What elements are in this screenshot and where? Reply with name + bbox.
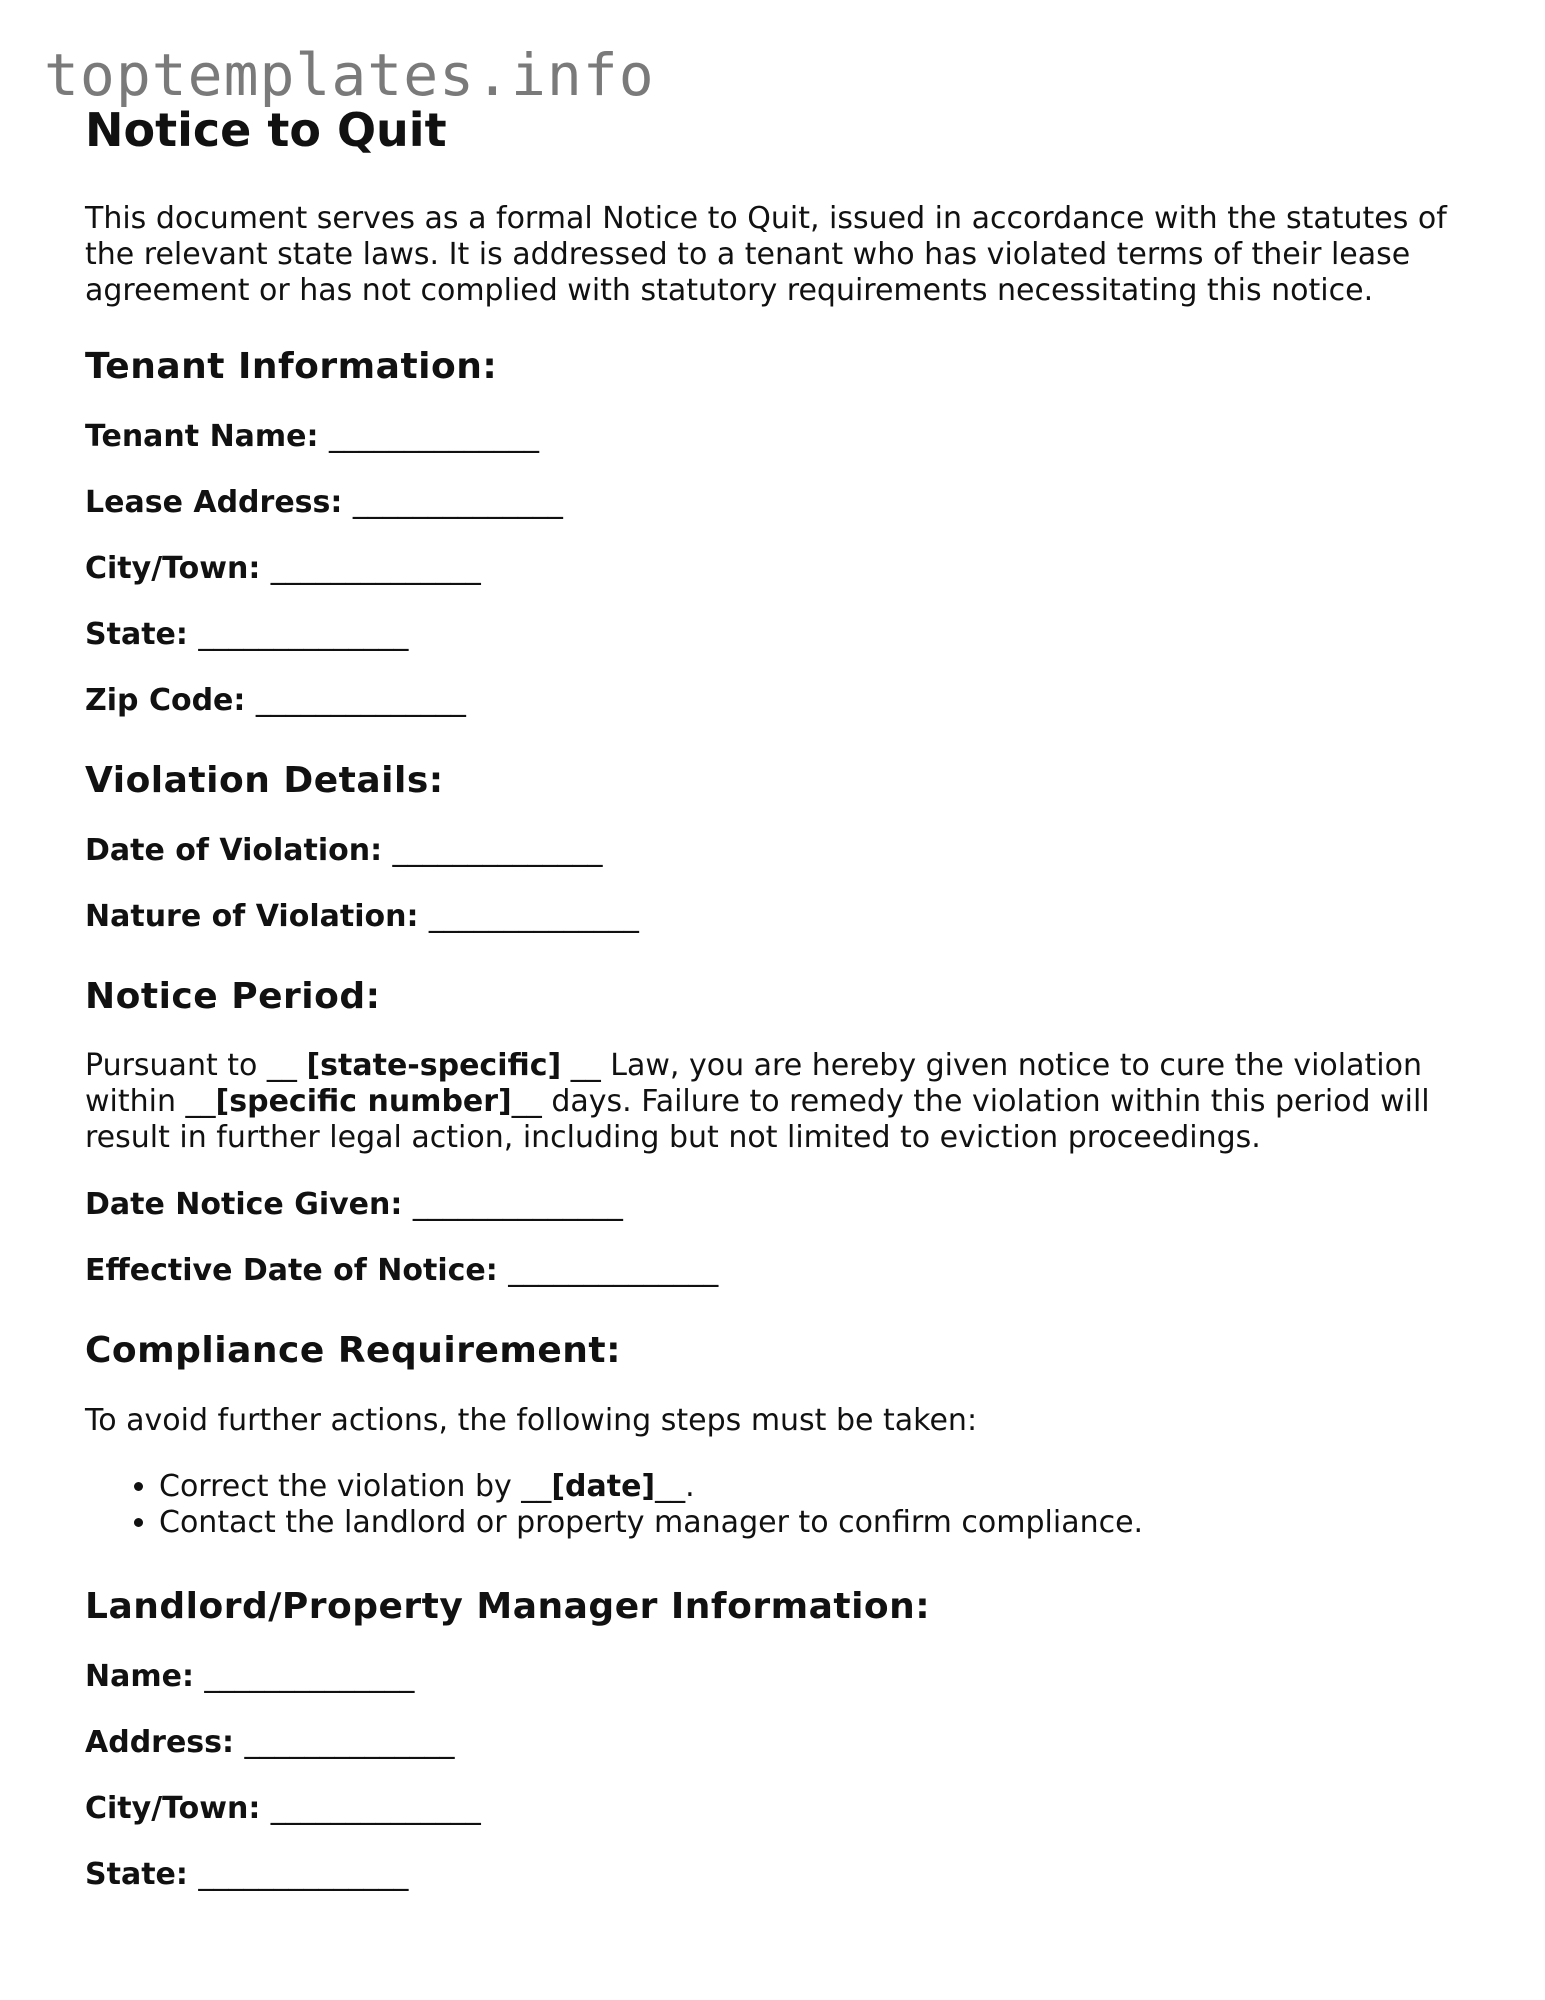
compliance-intro: To avoid further actions, the following steps must be taken:: [85, 1402, 978, 1438]
date-notice-given-field[interactable]: [85, 1186, 1485, 1223]
tenant-heading: Tenant Information:: [85, 345, 498, 387]
list-item: • Contact the landlord or property manager to confirm compliance.: [159, 1505, 1485, 1541]
notice-text-3: __ days. Failure to remedy the violation within this period will result in further legal action, including but not limited to eviction proceedings.: [85, 1084, 1430, 1156]
notice-period-paragraph: [85, 1048, 1485, 1156]
tenant-state-field[interactable]: [85, 616, 1485, 653]
effective-date-label: Effective Date of Notice:: [85, 1253, 498, 1289]
landlord-state-blank[interactable]: ______________: [198, 1856, 409, 1892]
landlord-city-label: City/Town:: [85, 1790, 261, 1826]
lease-address-field[interactable]: [85, 484, 1485, 521]
violation-date-label: Date of Violation:: [85, 833, 383, 869]
violation-date-blank[interactable]: ______________: [392, 833, 603, 869]
notice-text-1: Pursuant to __: [85, 1048, 307, 1084]
tenant-zip-field[interactable]: [85, 682, 1485, 719]
tenant-city-label: City/Town:: [85, 551, 261, 587]
compliance-item-1-pre: Correct the violation by __: [159, 1468, 552, 1504]
landlord-address-label: Address:: [85, 1724, 235, 1760]
specific-number-placeholder: [specific number]: [215, 1084, 512, 1120]
date-placeholder: [date]: [551, 1468, 656, 1504]
violation-nature-field[interactable]: [85, 898, 1485, 935]
lease-address-blank[interactable]: ______________: [352, 485, 563, 521]
document-page: [85, 104, 1485, 1922]
tenant-state-label: State:: [85, 617, 188, 653]
intro-paragraph: This document serves as a formal Notice to Quit, issued in accordance with the statutes of the relevant state laws. It is addressed to a tenant who has violated terms of their lease agreement or has not complied with statutory requirements necessitating this notice.: [85, 200, 1447, 308]
date-notice-given-blank[interactable]: ______________: [412, 1187, 623, 1223]
page-title: Notice to Quit: [85, 103, 447, 157]
landlord-city-field[interactable]: [85, 1790, 1485, 1827]
tenant-name-blank[interactable]: ______________: [328, 419, 539, 455]
landlord-state-field[interactable]: [85, 1856, 1485, 1893]
tenant-city-blank[interactable]: ______________: [270, 551, 481, 587]
landlord-city-blank[interactable]: ______________: [270, 1790, 481, 1826]
tenant-zip-label: Zip Code:: [85, 683, 246, 719]
tenant-zip-blank[interactable]: ______________: [255, 683, 466, 719]
tenant-name-field[interactable]: [85, 418, 1485, 455]
compliance-item-1-post: __.: [655, 1468, 695, 1504]
date-notice-given-label: Date Notice Given:: [85, 1187, 403, 1223]
violation-nature-blank[interactable]: ______________: [428, 899, 639, 935]
notice-period-heading: Notice Period:: [85, 976, 381, 1018]
compliance-steps-list: [85, 1469, 1485, 1541]
effective-date-blank[interactable]: ______________: [508, 1253, 719, 1289]
violation-date-field[interactable]: [85, 832, 1485, 869]
landlord-address-blank[interactable]: ______________: [244, 1724, 455, 1760]
state-specific-placeholder: [state-specific]: [306, 1048, 562, 1084]
notice-text-2: __ Law, you are hereby given notice to cure the violation within __: [85, 1048, 1422, 1120]
landlord-state-label: State:: [85, 1856, 188, 1892]
compliance-heading: Compliance Requirement:: [85, 1330, 622, 1372]
tenant-name-label: Tenant Name:: [85, 419, 319, 455]
violation-nature-label: Nature of Violation:: [85, 899, 419, 935]
landlord-name-blank[interactable]: ______________: [204, 1658, 415, 1694]
landlord-name-label: Name:: [85, 1658, 194, 1694]
tenant-state-blank[interactable]: ______________: [198, 617, 409, 653]
landlord-address-field[interactable]: [85, 1724, 1485, 1761]
violation-heading: Violation Details:: [85, 760, 444, 802]
watermark: toptemplates.info: [44, 41, 655, 109]
landlord-name-field[interactable]: [85, 1658, 1485, 1695]
lease-address-label: Lease Address:: [85, 485, 343, 521]
tenant-city-field[interactable]: [85, 550, 1485, 587]
effective-date-field[interactable]: [85, 1252, 1485, 1289]
landlord-heading: Landlord/Property Manager Information:: [85, 1585, 931, 1627]
list-item: [159, 1469, 1485, 1505]
